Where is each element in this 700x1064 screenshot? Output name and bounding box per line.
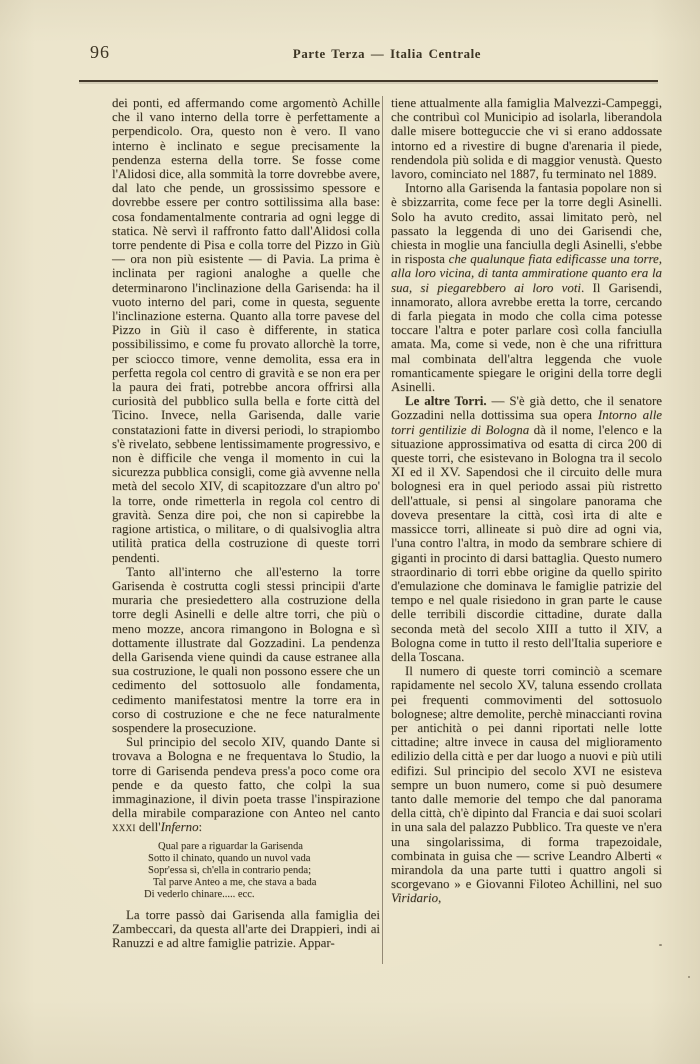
column-divider — [382, 96, 383, 964]
verse-line: Sotto il chinato, quando un nuvol vada — [148, 852, 311, 864]
text-segment: dà il nome, l'elenco e la situazione approssimativa od esatta di circa 200 di queste torri, che esistevano in Bologna tra il secolo XI ed il XV. Sapendosi che il circuito delle mura bolognesi era in quel periodo assai più ristretto dell'attuale, si pensi al singolare panorama che doveva presentare la città, così irta di alte e massicce torri, allineate si può dire ad ogni via, l'una contro l'altra, in modo da sembrare schiere di giganti in procinto di darsi battaglia. Questo numero straordinario di torri ebbe origine da quello spirito d'emulazione che dominava le famiglie patrizie del tempo e nel quale risiedono in gran parte le cause delle terribili discordie cittadine, durate dalla seconda metà del secolo XIII a tutto il XIV, a Bologna come in tutto il resto dell'Italia superiore e della Toscana. — [391, 422, 662, 664]
text-segment: dell' — [135, 820, 161, 835]
verse-line: Qual pare a riguardar la Garisenda — [158, 840, 303, 852]
header-rule — [79, 80, 658, 82]
left-column — [112, 96, 380, 950]
work-title: Inferno — [160, 820, 199, 835]
text-segment: Il numero di queste torri cominciò a scemare rapidamente nel secolo XV, taluna essendo crollata pei frequenti commovimenti del sottosuolo bolognese; altre demolite, perchè minaccianti rovina per antichità o pei danni riportati nelle lotte cittadine; altre invece in causa del miglioramento edilizio della città e per dar luogo a nuovi e più utili edifizi. Sul principio del secolo XVI ne esisteva sempre un buon numero, come si può desumere tanto dalle memorie del tempo che dal panorama della città, ch'è dipinto dal Francia e dai suoi scolari in una sala del palazzo Pubblico. Tra queste ve n'era una singolarissima, di forma trapezoidale, combinata in guisa che — scrive Leandro Alberti « mirandola da una parte tutti i quattro angoli si scorgevano » e Giovanni Filoteo Achillini, nel suo — [391, 664, 662, 892]
text-segment: Intorno alla Garisenda la fantasia popolare non si è sbizzarrita, come fece per la torre degli Asinelli. Solo ha avuto credito, assai limitato però, nel passato la leggenda di uno dei Garisendi che, chiesta in moglie una fanciulla degli Asinelli, s'ebbe in risposta — [391, 181, 662, 267]
right-column — [391, 96, 662, 906]
ink-speck — [688, 976, 690, 978]
text-segment: Sul principio del secolo XIV, quando Dante si trovava a Bologna e ne frequentava lo Studio, la torre di Garisenda pendeva press'a poco come ora pende e da questo fatto, che colpì la sua immaginazione, il divin poeta trasse l'inspirazione della mirabile comparazione con Anteo nel canto — [112, 735, 380, 821]
canto-numeral: xxxi — [112, 820, 136, 835]
paragraph: Tanto all'interno che all'esterno la torre Garisenda è costrutta cogli stessi principii d'arte muraria che presiedettero alla costruzione della torre degli Asinelli e delle altre torri, che più o meno mozze, ancora rimangono in Bologna e sì dottamente illustrate dal Gozzadini. La pendenza della Garisenda viene quindi da cause estranee alla sua costruzione, le quali non possono essere che un cedimento del sottosuolo alle fondamenta, cedimento manifestatosi mentre la torre era in corso di costruzione e che ne fece naturalmente sospendere la prosecuzione. — [112, 564, 380, 735]
paragraph: tiene attualmente alla famiglia Malvezzi-Campeggi, che contribuì col Municipio ad isolarla, liberandola dalle misere botteguccie che vi si erano addossate intorno ed a rivestire di bugne d'arenaria il piede, rendendola più solida e di maggior venustà. Questo lavoro, cominciato nel 1887, fu terminato nel 1889. — [391, 96, 662, 182]
ink-speck — [659, 944, 662, 946]
paragraph: La torre passò dai Garisenda alla famiglia dei Zambeccari, da questa all'arte dei Drappieri, indi ai Ranuzzi e ad altre famiglie patrizie. Appar- — [112, 907, 380, 950]
text-segment: , — [438, 891, 442, 906]
verse-line: Tal parve Anteo a me, che stava a bada — [153, 876, 317, 888]
paragraph — [391, 181, 662, 394]
paragraph — [391, 394, 662, 664]
running-title: Parte Terza — Italia Centrale — [292, 47, 482, 61]
verse-line: Di vederlo chinare..... ecc. — [144, 888, 255, 900]
paragraph: dei ponti, ed affermando come argomentò Achille che il vano interno della torre è perfettamente a perpendicolo. Ora, questo non è vero. Il vano interno è inclinato e segue precisamente la pendenza esterna della torre. Se fosse come l'Alidosi dice, alla sommità la torre dovrebbe avere, dal lato che pende, un grossissimo spessore e dovrebbe essere per contro sottilissima alla base: cosa fondamentalmente contraria ad ogni legge di statica. Nè servì il raffronto fatto dall'Alidosi colla torre pendente di Pisa e colla torre del Pizzo in Giù — ora non più esistente — di Pavia. La prima è inclinata per ragioni analoghe a quelle che determinarono l'inclinazione della Garisenda: ha il vuoto interno del pari, come in questa, seguente l'inclinazione esterna. Quanto alla torre pavese del Pizzo in Giù il caso è differente, in statica possibilissimo, e come fu provato allorchè la torre, per sciocco timore, venne demolita, essa era in perfetta regola col centro di gravità e se non era per la paura dei frati, potrebbe ancora offrirsi alla curiosità del pubblico sulla bella e forte città del Ticino. Invece, nella Garisenda, dalle varie constatazioni fatte in diversi periodi, lo strapiombo s'è rivelato, sebbene lentissimamente progressivo, e non è difficile che venga il momento in cui la sicurezza pubblica consigli, come già avvenne nella metà del secolo XIV, di scapitozzare d'un altro po' la torre, onde rimetterla in regola col centro di gravità. Senza dire poi, che non si capirebbe la ragione artistica, o militare, o di qualsivoglia altra utilità pratica della costruzione di queste torri pendenti. — [112, 96, 380, 565]
work-title: Viridario — [391, 891, 439, 906]
legend-quote: che qualunque fiata edificasse una torre, alla loro vicina, di tanta ammiratione quanto era la sua, si piegarebbero ai loro voti — [391, 252, 662, 295]
paragraph — [391, 664, 662, 905]
paragraph — [112, 735, 380, 834]
verse-line: Sopr'essa sì, ch'ella in contrario penda; — [148, 864, 311, 876]
text-segment: . Il Garisendi, innamorato, allora avrebbe eretta la torre, cercando di farla piegata in modo che colla cima potesse toccare l'altra e poter parlare così colla fanciulla amata. Ma, come si vede, non è che una rifrittura mal combinata dell'altra leggenda che vuole romanticamente spiegare le origini della torre degli Asinelli. — [391, 280, 662, 395]
page-number: 96 — [90, 42, 110, 62]
text-segment: — S'è già detto, che il senatore Gozzadini nella dottissima sua opera — [391, 394, 663, 423]
text-segment: : — [198, 820, 203, 835]
work-title: Intorno alle torri gentilizie di Bologna — [391, 408, 662, 437]
run-in-heading: Le altre Torri. — [405, 394, 487, 409]
verse-quote — [144, 841, 380, 901]
